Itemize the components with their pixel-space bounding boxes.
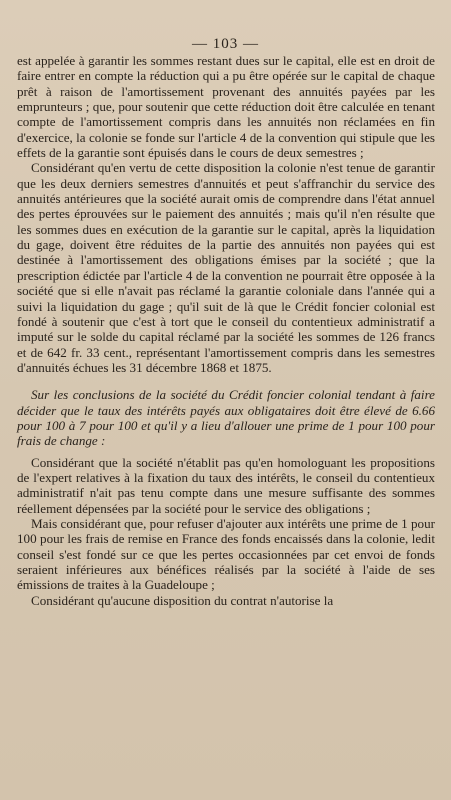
paragraph: Considérant que la société n'établit pas qu'en homologuant les propositions de l'expert relatives à la fixation du taux des intérêts, le conseil du contentieux administratif n'ait pas tenu compte dans une mesure suffisante des sommes réellement dépensées par la société pour le service des obligations ; xyxy=(17,454,435,516)
italic-heading-paragraph xyxy=(17,387,435,448)
italic-text: Sur les conclusions de la société du Crédit foncier colonial tendant à faire décider que le taux des intérêts payés aux obligataires doit être élevé de 6.66 pour 100 à 7 pour 100 et qu'il y a lieu d'allouer une prime de 1 pour 100 pour frais de change : xyxy=(17,387,435,449)
paragraph: est appelée à garantir les sommes restant dues sur le capital, elle est en droit de faire entrer en compte la réduction qui a pu être opérée sur le capital de chaque prêt à raison de l'amortissement provenant des annuités payées par les emprunteurs ; que, pour soutenir que cette réduction doit être calculée en tenant compte de l'amortissement compris dans les annuités non réclamées en fin d'exercice, la colonie se fonde sur l'article 4 de la convention qui stipule que les effets de la garantie sont épuisés dans le cours de deux semestres ; xyxy=(17,53,435,161)
paragraph: Mais considérant que, pour refuser d'ajouter aux intérêts une prime de 1 pour 100 pour les frais de remise en France des fonds encaissés dans la colonie, ledit conseil s'est fondé sur ce que les pertes occasionnées par cet envoi de fonds seraient inférieures aux bénéfices réalisés par la société à l'aide de ses émissions de traites à la Guadeloupe ; xyxy=(17,515,435,593)
paragraph: Considérant qu'aucune disposition du contrat n'autorise la xyxy=(31,592,334,608)
page-number: — 103 — xyxy=(192,36,259,52)
paragraph: Considérant qu'en vertu de cette disposition la colonie n'est tenue de garantir que les deux derniers semestres d'annuités et peut s'affranchir du service des annuités antérieures que la société aurait omis de comprendre dans l'état annuel des pertes éprouvées sur le paiement des annuités ; mais qu'il n'en résulte que les sommes dues en exécution de la garantie sur le capital, après la liquidation du gage, doivent être réduites de la partie des annuités non payées qui est destinée à l'amortissement des obligations émises par la société ; que la prescription édictée par l'article 4 de la convention ne pourrait être opposée à la société que si elle n'avait pas réclamé la garantie coloniale dans l'année qui a suivi la liquidation du gage ; qu'il suit de là que le Crédit foncier colonial est fondé à soutenir que c'est à tort que le conseil du contentieux administratif a imputé sur le solde du capital réclamé par la société les sommes de 126 francs et de 642 fr. 33 cent., représentant l'amortissement compris dans les semestres d'annuités échues les 31 décembre 1868 et 1875. xyxy=(17,160,435,375)
body-text xyxy=(17,53,435,608)
